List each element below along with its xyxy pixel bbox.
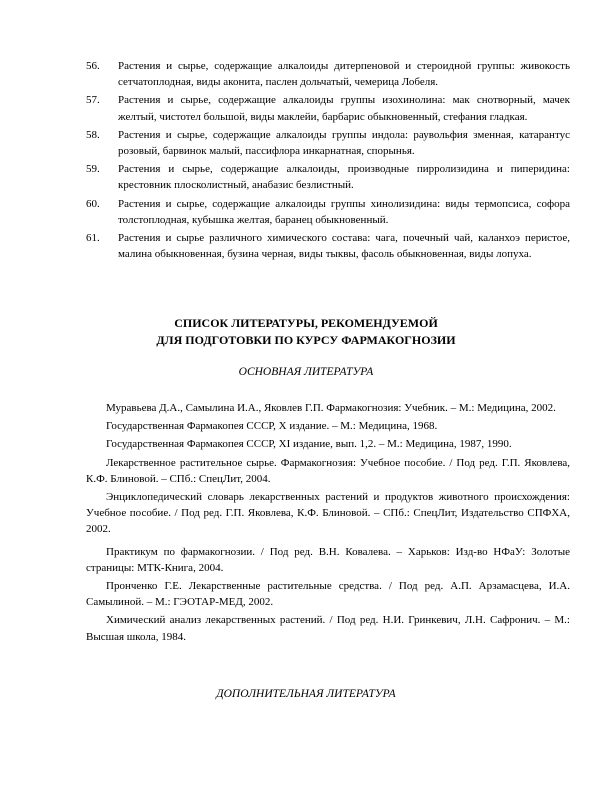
item-text: Растения и сырье, содержащие алкалоиды группы хинолизидина: виды термопсиса, софора толстоплодная, кубышка желтая, баранец обыкновенный. [118, 197, 570, 226]
item-number: 56. [86, 60, 100, 72]
item-text: Растения и сырье, содержащие алкалоиды дитерпеновой и стероидной группы: живокость сетчатоплодная, виды аконита, паслен дольчатый, чемерица Лобеля. [118, 60, 570, 89]
reference-item: Химический анализ лекарственных растений. / Под ред. Н.И. Гринкевич, Л.Н. Сафронич. – М.: Высшая школа, 1984. [86, 614, 570, 643]
heading-line-2: ДЛЯ ПОДГОТОВКИ ПО КУРСУ ФАРМАКОГНОЗИИ [156, 333, 456, 347]
reference-item: Муравьева Д.А., Самылина И.А., Яковлев Г.П. Фармакогнозия: Учебник. – М.: Медицина, 2002. [106, 402, 556, 414]
plant-groups-list [86, 58, 570, 264]
item-text: Растения и сырье, содержащие алкалоиды группы изохинолина: мак снотворный, мачек желтый, чистотел большой, виды маклейи, барбарис обыкновенный, стефания гладкая. [118, 94, 570, 123]
item-number: 57. [86, 94, 100, 107]
list-item [86, 196, 570, 228]
list-item [86, 230, 570, 262]
reference-item: Пронченко Г.Е. Лекарственные растительные средства. / Под ред. А.П. Арзамасцева, И.А. Самылиной. – М.: ГЭОТАР-МЕД, 2002. [86, 580, 570, 609]
main-literature-list [86, 400, 570, 647]
list-item [86, 127, 570, 159]
item-text: Растения и сырье, содержащие алкалоиды, производные пирролизидина и пиперидина: крестовник плосколистный, анабазис безлистный. [118, 163, 570, 192]
literature-heading [0, 315, 612, 349]
item-number: 60. [86, 197, 100, 210]
item-text: Растения и сырье различного химического состава: чага, почечный чай, каланхоэ перистое, малина обыкновенная, бузина черная, виды тыквы, фасоль обыкновенная, виды лопуха. [118, 232, 570, 261]
heading-line-1: СПИСОК ЛИТЕРАТУРЫ, РЕКОМЕНДУЕМОЙ [174, 316, 438, 330]
item-number: 61. [86, 232, 100, 245]
reference-item: Государственная Фармакопея СССР, XI издание, вып. 1,2. – М.: Медицина, 1987, 1990. [106, 438, 512, 451]
main-literature-title: ОСНОВНАЯ ЛИТЕРАТУРА [238, 366, 374, 378]
item-number: 59. [86, 163, 100, 176]
additional-literature-title: ДОПОЛНИТЕЛЬНАЯ ЛИТЕРАТУРА [216, 688, 396, 700]
reference-item: Государственная Фармакопея СССР, X издание. – М.: Медицина, 1968. [106, 420, 438, 433]
reference-item: Практикум по фармакогнозии. / Под ред. В.Н. Ковалева. – Харьков: Изд-во НФаУ: Золотые страницы: МТК-Книга, 2004. [86, 545, 570, 574]
list-item [86, 58, 570, 90]
item-text: Растения и сырье, содержащие алкалоиды группы индола: раувольфия зменная, катарантус розовый, барвинок малый, пассифлора инкарнатная, спорынья. [118, 128, 570, 158]
item-number: 58. [86, 128, 100, 141]
list-item [86, 92, 570, 124]
reference-item: Лекарственное растительное сырье. Фармакогнозия: Учебное пособие. / Под ред. Г.П. Яковлева, К.Ф. Блиновой. – СПб.: СпецЛит, 2004. [86, 456, 570, 485]
reference-item: Энциклопедический словарь лекарственных растений и продуктов животного происхождения: Учебное пособие. / Под ред. Г.П. Яковлева, К.Ф. Блиновой. – СПб.: СпецЛит, Издательство СПФХА, 2002. [86, 491, 570, 536]
list-item [86, 161, 570, 193]
